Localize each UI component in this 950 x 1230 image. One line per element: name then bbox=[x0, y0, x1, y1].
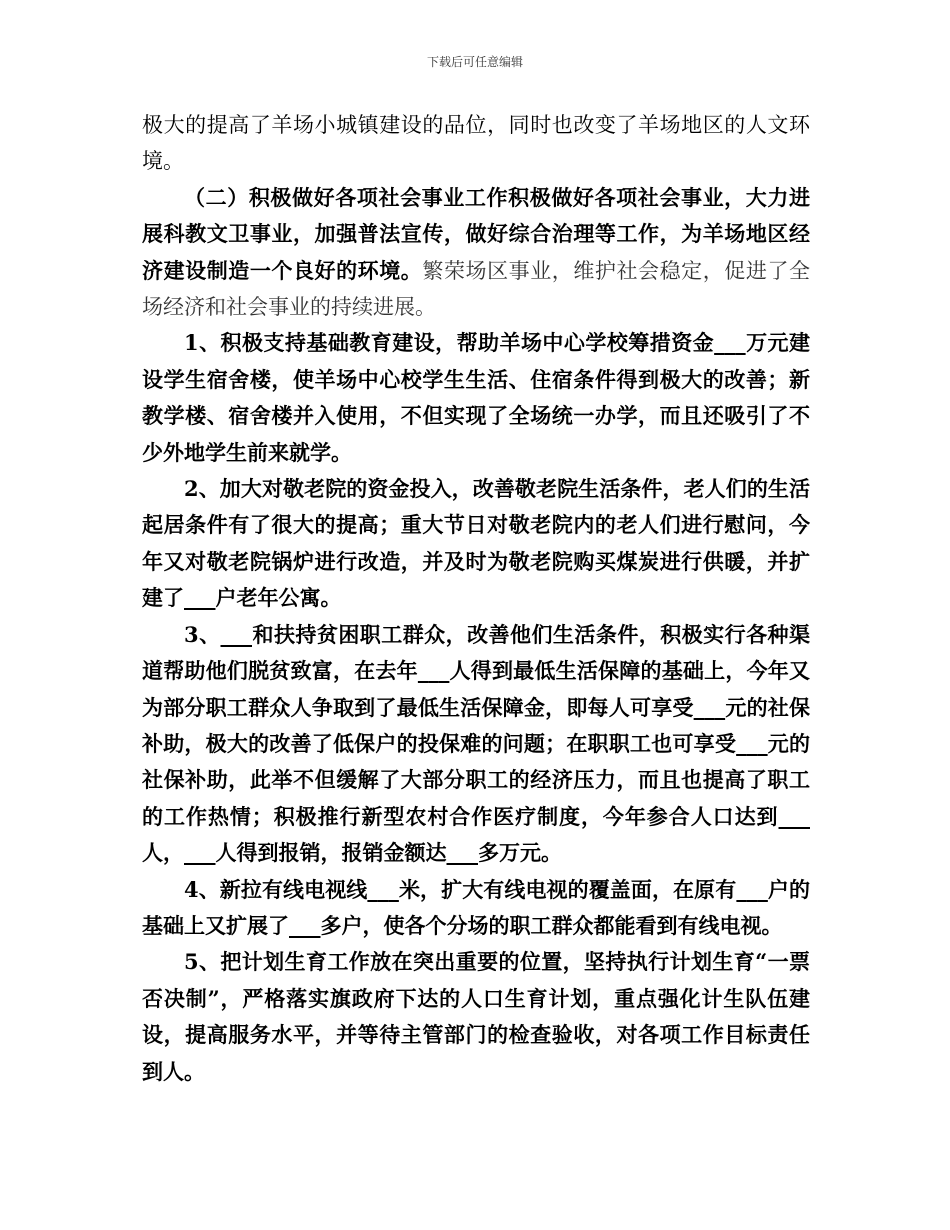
paragraph-1 bbox=[142, 107, 810, 180]
paragraph-1-text: 极大的提高了羊场小城镇建设的品位，同时也改变了羊场地区的人文环境。 bbox=[142, 113, 810, 174]
paragraph-4 bbox=[142, 471, 810, 617]
paragraph-5 bbox=[142, 617, 810, 872]
document-body bbox=[142, 107, 810, 1090]
paragraph-2-heading-text: （二）积极做好各项社会事业工作积极做好各项社会事业，大力进展科教文卫事业，加强普法宣传，做好综合治理等工作，为羊场地区经济建设制造一个良好的环境。 bbox=[142, 184, 810, 283]
paragraph-6-text: 4、新拉有线电视线___米，扩大有线电视的覆盖面，在原有___户的基础上又扩展了___多户，使各个分场的职工群众都能看到有线电视。 bbox=[142, 876, 810, 938]
paragraph-6 bbox=[142, 872, 810, 945]
paragraph-2 bbox=[142, 180, 810, 326]
paragraph-4-text: 2、加大对敬老院的资金投入，改善敬老院生活条件，老人们的生活起居条件有了很大的提高；重大节日对敬老院内的老人们进行慰问，今年又对敬老院锅炉进行改造，并及时为敬老院购买煤炭进行供暖，并扩建了___户老年公寓。 bbox=[142, 476, 810, 611]
page-header: 下载后可任意编辑 bbox=[426, 55, 523, 69]
paragraph-7-text: 5、把计划生育工作放在突出重要的位置，坚持执行计划生育“一票否决制”，严格落实旗政府下达的人口生育计划，重点强化计生队伍建设，提高服务水平，并等待主管部门的检查验收，对各项工作目标责任到人。 bbox=[142, 949, 810, 1084]
paragraph-2-text: 繁荣场区事业，维护社会稳定，促进了全场经济和社会事业的持续进展。 bbox=[142, 258, 811, 320]
paragraph-5-text: 3、___和扶持贫困职工群众，改善他们生活条件，积极实行各种渠道帮助他们脱贫致富，在去年___人得到最低生活保障的基础上，今年又为部分职工群众人争取到了最低生活保障金，即每人可享受___元的社保补助，极大的改善了低保户的投保难的问题；在职职工也可享受___元的社保补助，此举不但缓解了大部分职工的经济压力，而且也提高了职工的工作热情；积极推行新型农村合作医疗制度，今年参合人口达到___人，___人得到报销，报销金额达___多万元。 bbox=[142, 621, 810, 866]
paragraph-3-text: 1、积极支持基础教育建设，帮助羊场中心学校筹措资金___万元建设学生宿舍楼，使羊场中心校学生生活、住宿条件得到极大的改善；新教学楼、宿舍楼并入使用，不但实现了全场统一办学，而且还吸引了不少外地学生前来就学。 bbox=[142, 330, 810, 465]
paragraph-3 bbox=[142, 325, 810, 471]
paragraph-7 bbox=[142, 944, 810, 1090]
